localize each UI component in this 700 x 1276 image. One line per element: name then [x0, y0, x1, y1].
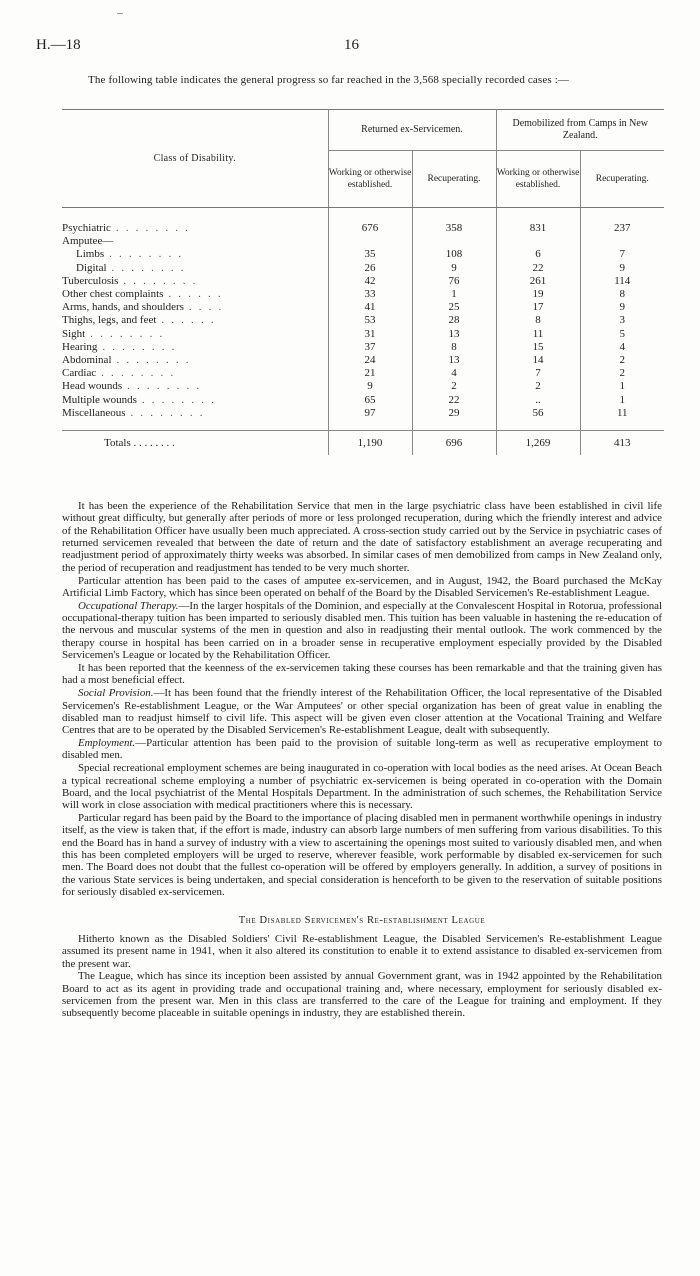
table-row [62, 367, 664, 380]
returned-established-cell: 21 [328, 367, 412, 380]
demobilized-recuperating-cell: 237 [580, 222, 664, 235]
table-row [62, 394, 664, 407]
totals-demobilized-established: 1,269 [496, 431, 580, 456]
row-label [62, 222, 328, 235]
demobilized-established-cell: .. [496, 394, 580, 407]
body-paragraph [62, 662, 662, 687]
dot-leader: . . . . . . . . [122, 380, 202, 393]
dot-leader: . . . . . . . . [111, 354, 191, 367]
demobilized-recuperating-cell: 8 [580, 288, 664, 301]
body-text [62, 500, 662, 1020]
row-label [62, 407, 328, 420]
table-row [62, 314, 664, 327]
paragraph-lead-heading: Social Provision. [78, 687, 154, 700]
dot-leader: . . . . . . . . [136, 393, 217, 406]
row-label [62, 354, 328, 367]
dot-leader: . . . . . . . . [110, 222, 191, 234]
section-heading: The Disabled Servicemen's Re-establishment League [238, 914, 486, 926]
demobilized-recuperating-cell: 4 [580, 341, 664, 354]
row-label-text: Arms, hands, and shoulders [62, 301, 184, 314]
totals-returned-established: 1,190 [328, 431, 412, 456]
returned-established-header: Working or otherwise established. [328, 151, 412, 208]
returned-recuperating-header: Recuperating. [412, 151, 496, 208]
dot-leader: . . . . . . [163, 288, 223, 301]
returned-recuperating-cell: 22 [412, 394, 496, 407]
row-label-text: Tuberculosis [62, 274, 119, 287]
row-label-text: Digital [76, 261, 107, 274]
returned-established-cell [328, 235, 412, 248]
row-label [62, 275, 328, 288]
body-paragraph [62, 600, 662, 662]
body-paragraph [62, 500, 662, 574]
table-row [62, 341, 664, 354]
dot-leader: . . . . . . . . [125, 406, 205, 419]
body-paragraph [62, 762, 662, 811]
demobilized-recuperating-cell [580, 235, 664, 248]
body-paragraph [62, 687, 662, 736]
paragraph-text: Special recreational employment schemes are being inaugurated in co-operation with local bodies as the need arises. At Ocean Beach a typical recreational scheme employing a number of psychiatric ex-servicemen is being operated in co-operation with the Domain Board, and the local psychiatrist of the Mental Hospitals Department. In the administration of such schemes, the Rehabilitation Service will work in close association with medical practitioners where this is necessary. [62, 762, 662, 812]
returned-recuperating-cell: 13 [412, 328, 496, 341]
returned-recuperating-cell [412, 235, 496, 248]
document-reference: H.—18 [36, 37, 81, 53]
returned-established-cell: 65 [328, 394, 412, 407]
returned-recuperating-cell: 28 [412, 314, 496, 327]
demobilized-established-cell: 11 [496, 328, 580, 341]
demobilized-established-header: Working or otherwise established. [496, 151, 580, 208]
returned-recuperating-cell: 2 [412, 380, 496, 393]
returned-recuperating-cell: 13 [412, 354, 496, 367]
totals-returned-recuperating: 696 [412, 431, 496, 456]
table-row [62, 275, 664, 288]
dot-leader: . . . . . . . . [97, 340, 177, 353]
dot-leader: . . . . . . . . [106, 261, 186, 274]
row-label [62, 367, 328, 380]
demobilized-established-cell: 22 [496, 262, 580, 275]
returned-established-cell: 35 [328, 248, 412, 261]
paragraph-text: Particular regard has been paid by the Board to the importance of placing disabled men in permanent worthwhile openings in industry itself, as the view is taken that, if the effort is made, industry can absorb large numbers of men suffering from various disabilities. To this end the Board has in hand a survey of industry with a view to ascertaining the openings most suited to variously disabled men, and when this has been completed employers will be urged to reserve, wherever feasible, work performable by disabled ex-servicemen for such men. The Board does not doubt that the fullest co-operation will be offered by employers generally. In addition, a survey of positions in the various State services is being undertaken, and special consideration is henceforth to be given to the reservation of suitable positions for seriously disabled ex-servicemen. [62, 812, 662, 899]
row-label-text: Psychiatric [62, 222, 111, 234]
page-number: 16 [344, 37, 359, 53]
returned-established-cell: 97 [328, 407, 412, 420]
returned-established-cell: 26 [328, 262, 412, 275]
intro-paragraph [62, 73, 662, 88]
paragraph-lead-heading: Employment. [78, 737, 136, 750]
row-label [62, 288, 328, 301]
table-row [62, 235, 664, 248]
row-label-text: Head wounds [62, 380, 123, 393]
row-label [62, 301, 328, 314]
paragraph-text: —In the larger hospitals of the Dominion, and especially at the Convalescent Hospital in Rotorua, professional occupational-therapy tuition has been imparted to seriously disabled men. This tuition has been valuable in hastening the re-education of the nervous and muscular systems of the men in question and also in readjusting their mental outlook. The work commenced by the therapy course in hospital has been carried on in a broader sense in recuperative employment especially provided by the Disabled Servicemen's League or located by the Rehabilitation Officer. [62, 599, 662, 662]
table-row [62, 380, 664, 393]
demobilized-recuperating-header: Recuperating. [580, 151, 664, 208]
totals-demobilized-recuperating: 413 [580, 431, 664, 456]
paragraph-lead-heading: Occupational Therapy. [78, 599, 179, 612]
returned-established-cell: 37 [328, 341, 412, 354]
row-label-text: Sight [62, 327, 86, 340]
row-label [62, 262, 328, 275]
demobilized-established-cell: 8 [496, 314, 580, 327]
paragraph-text: —It has been found that the friendly interest of the Rehabilitation Officer, the local representative of the Disabled Servicemen's Re-establishment League, or the War Amputees' or other special organization has been of great value in enabling the disabled man to readjust himself to civil life. This aspect will be given even closer attention at the Vocational Training and Welfare Centres that are to be operated by the Disabled Servicemen's Re-establishment League, dealt with subsequently. [62, 687, 662, 737]
demobilized-established-cell: 6 [496, 248, 580, 261]
class-of-disability-header: Class of Disability. [62, 110, 328, 208]
dot-leader: . . . . . . . . [104, 248, 184, 261]
row-label-text: Hearing [62, 340, 98, 353]
row-label-text: Miscellaneous [62, 406, 126, 419]
dot-leader: . . . . . . . . [85, 327, 165, 340]
row-label-text: Cardiac [62, 367, 97, 380]
body-paragraph [62, 737, 662, 762]
demobilized-recuperating-cell: 9 [580, 262, 664, 275]
disability-progress-table [62, 109, 664, 455]
demobilized-established-cell [496, 235, 580, 248]
demobilized-recuperating-cell: 2 [580, 367, 664, 380]
demobilized-established-cell: 14 [496, 354, 580, 367]
returned-established-cell: 676 [328, 222, 412, 235]
returned-established-cell: 9 [328, 380, 412, 393]
body-paragraph [62, 575, 662, 600]
returned-recuperating-cell: 9 [412, 262, 496, 275]
body-paragraph [62, 812, 662, 898]
paragraph-text: It has been the experience of the Rehabilitation Service that men in the large psychiatric class have been established in civil life without great difficulty, but generally after periods of more or less prolonged recuperation, during which the friendly interest and advice of the Rehabilitation Officer have usually been much appreciated. A cross-section study carried out by the Service in psychiatric cases of returned servicemen revealed that between the date of return and the date of satisfactory establishment an average recuperating and readjustment period of approximately thirty weeks was absorbed. In similar cases of men demobilized from camps in New Zealand only, the period of recuperation and readjustment has tended to be very much shorter. [62, 500, 662, 574]
demobilized-recuperating-cell: 7 [580, 248, 664, 261]
row-label-text: Thighs, legs, and feet [62, 314, 157, 327]
table-row [62, 262, 664, 275]
row-label [62, 380, 328, 393]
league-paragraphs [62, 933, 662, 1020]
demobilized-established-cell: 17 [496, 301, 580, 314]
demobilized-established-cell: 831 [496, 222, 580, 235]
row-label-text: Amputee— [62, 235, 114, 248]
row-label [62, 314, 328, 327]
dot-leader: . . . . [183, 301, 224, 314]
table-row [62, 407, 664, 420]
totals-label: Totals . . . . . . . . [62, 431, 328, 456]
returned-servicemen-header: Returned ex-Servicemen. [328, 110, 496, 151]
table-row [62, 354, 664, 367]
row-label [62, 341, 328, 354]
returned-established-cell: 24 [328, 354, 412, 367]
returned-established-cell: 33 [328, 288, 412, 301]
row-label-text: Other chest complaints [62, 288, 164, 301]
row-label [62, 328, 328, 341]
returned-established-cell: 41 [328, 301, 412, 314]
paragraph-text: It has been reported that the keenness of the ex-servicemen taking these courses has been remarkable and that the training given has had a most beneficial effect. [62, 661, 662, 687]
rehabilitation-paragraphs [62, 500, 662, 899]
demobilized-recuperating-cell: 5 [580, 328, 664, 341]
returned-established-cell: 31 [328, 328, 412, 341]
demobilized-established-cell: 19 [496, 288, 580, 301]
demobilized-recuperating-cell: 114 [580, 275, 664, 288]
body-paragraph: Hitherto known as the Disabled Soldiers' Civil Re-establishment League, the Disabled Servicemen's Re-establishment League assumed its present name in 1941, when it also altered its constitution to enable it to extend assistance to disabled ex-servicemen from the present war. [62, 932, 662, 970]
demobilized-established-cell: 2 [496, 380, 580, 393]
returned-recuperating-cell: 8 [412, 341, 496, 354]
demobilized-header: Demobilized from Camps in New Zealand. [496, 110, 664, 151]
paragraph-text: —Particular attention has been paid to the provision of suitable long-term as well as recuperative employment to disabled men. [62, 737, 662, 762]
returned-recuperating-cell: 25 [412, 301, 496, 314]
table-row [62, 248, 664, 261]
dot-leader: . . . . . . . . [96, 367, 176, 380]
demobilized-recuperating-cell: 9 [580, 301, 664, 314]
returned-recuperating-cell: 108 [412, 248, 496, 261]
demobilized-recuperating-cell: 2 [580, 354, 664, 367]
dot-leader: . . . . . . . . [118, 274, 198, 287]
table-row [62, 222, 664, 235]
returned-recuperating-cell: 358 [412, 222, 496, 235]
totals-row [62, 431, 664, 456]
returned-recuperating-cell: 29 [412, 407, 496, 420]
table-row [62, 301, 664, 314]
returned-recuperating-cell: 4 [412, 367, 496, 380]
returned-recuperating-cell: 76 [412, 275, 496, 288]
dot-leader: . . . . . . [156, 314, 216, 327]
demobilized-established-cell: 15 [496, 341, 580, 354]
returned-established-cell: 42 [328, 275, 412, 288]
returned-recuperating-cell: 1 [412, 288, 496, 301]
demobilized-recuperating-cell: 1 [580, 394, 664, 407]
row-label-text: Abdominal [62, 354, 112, 367]
table-row [62, 328, 664, 341]
demobilized-established-cell: 7 [496, 367, 580, 380]
paragraph-text: Particular attention has been paid to the cases of amputee ex-servicemen, and in August, 1942, the Board purchased the McKay Artificial Limb Factory, which has since been operated on behalf of the Board by the Disabled Servicemen's Re-establishment League. [62, 574, 662, 599]
demobilized-recuperating-cell: 11 [580, 407, 664, 420]
demobilized-established-cell: 56 [496, 407, 580, 420]
table-row [62, 288, 664, 301]
row-label [62, 235, 328, 248]
returned-established-cell: 53 [328, 314, 412, 327]
intro-text: The following table indicates the general progress so far reached in the 3,568 specially recorded cases :— [88, 74, 570, 86]
row-label-text: Limbs [76, 248, 105, 261]
row-label [62, 394, 328, 407]
row-label [62, 248, 328, 261]
demobilized-established-cell: 261 [496, 275, 580, 288]
demobilized-recuperating-cell: 3 [580, 314, 664, 327]
scan-mark [117, 13, 123, 14]
demobilized-recuperating-cell: 1 [580, 380, 664, 393]
row-label-text: Multiple wounds [62, 393, 137, 406]
body-paragraph: The League, which has since its inception been assisted by annual Government grant, was in 1942 appointed by the Rehabilitation Board to act as its agent in providing trade and occupational training and, where necessary, employment for seriously disabled ex-servicemen from the present war. Men in this class are transferred to the care of the League for training and employment. If they subsequently become placeable in suitable openings in industry, they are established therein. [62, 970, 662, 1020]
